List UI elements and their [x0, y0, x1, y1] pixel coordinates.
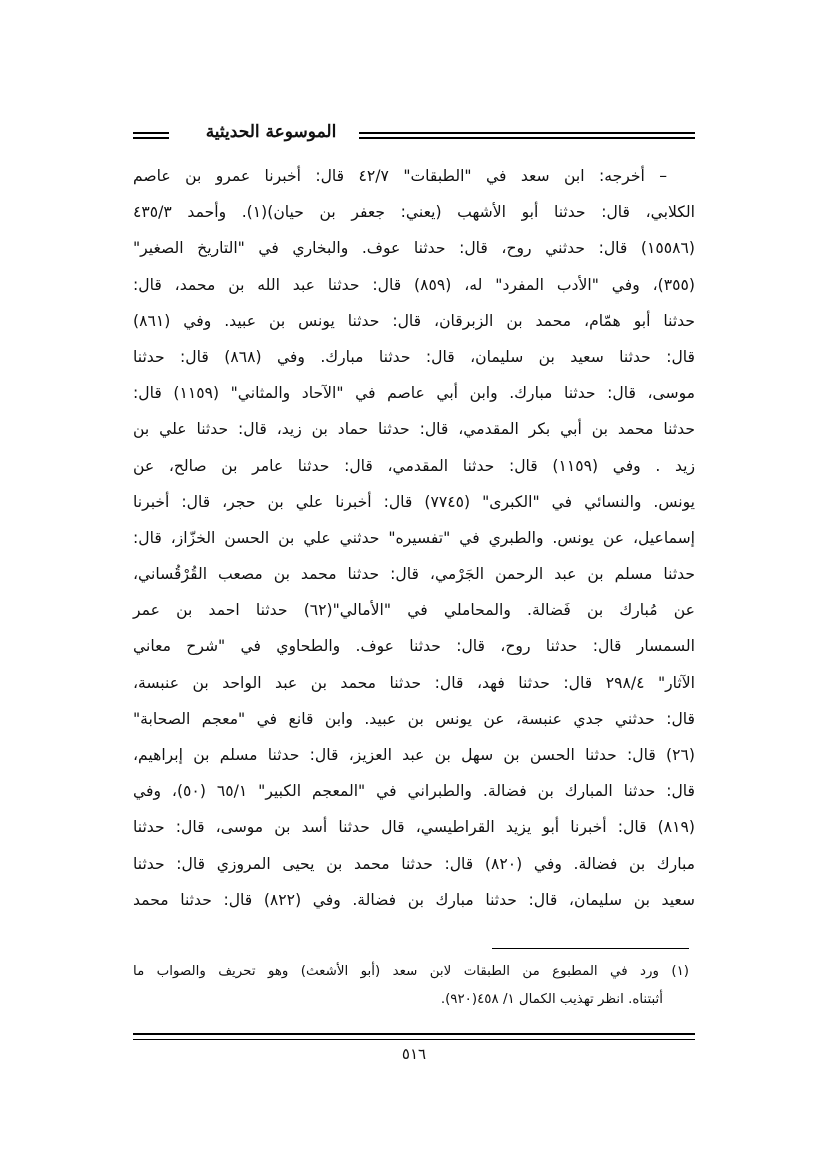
- header-rule-right: [359, 132, 695, 139]
- footnote-line: (١) ورد في المطبوع من الطبقات لابن سعد (أبو الأشعث) وهو تحريف والصواب ما: [133, 964, 689, 979]
- body-line: الآثار" ٢٩٨/٤ قال: حدثنا فهد، قال: حدثنا محمد بن عبد الواحد بن عنبسة،: [133, 673, 695, 692]
- body-line: عن مُبارك بن فَضالة. والمحاملي في "الأمالي"(٦٢) حدثنا احمد بن عمر: [133, 601, 695, 620]
- body-line: حدثنا محمد بن أبي بكر المقدمي، قال: حدثنا حماد بن زيد، قال: حدثنا علي بن: [133, 420, 695, 439]
- body-line: حدثنا مسلم بن عبد الرحمن الجَرْمي، قال: حدثنا محمد بن مصعب القُرْقُساني،: [133, 565, 695, 584]
- body-line: موسى، قال: حدثنا مبارك. وابن أبي عاصم في "الآحاد والمثاني" (١١٥٩) قال:: [133, 384, 695, 403]
- body-line: (٢٦) قال: حدثنا الحسن بن سهل بن عبد العزيز، قال: حدثنا مسلم بن إبراهيم،: [133, 746, 695, 764]
- body-line: يونس. والنسائي في "الكبرى" (٧٧٤٥) قال: أخبرنا علي بن حجر، قال: أخبرنا: [133, 492, 696, 511]
- body-line: زيد . وفي (١١٥٩) قال: حدثنا المقدمي، قال: حدثنا عامر بن صالح، عن: [133, 456, 696, 475]
- footnote: [133, 958, 689, 1014]
- body-line: حدثنا أبو همّام، محمد بن الزبرقان، قال: حدثنا يونس بن عبيد. وفي (٨٦١): [133, 311, 695, 330]
- body-line: (٣٥٥)، وفي "الأدب المفرد" له، (٨٥٩) قال: حدثنا عبد الله بن محمد، قال:: [133, 275, 695, 294]
- body-line: قال: حدثني جدي عنبسة، عن يونس بن عبيد. وابن قانع في "معجم الصحابة": [133, 709, 695, 728]
- body-line: قال: حدثنا سعيد بن سليمان، قال: حدثنا مبارك. وفي (٨٦٨) قال: حدثنا: [133, 347, 695, 366]
- running-header: [133, 122, 695, 148]
- body-line: سعيد بن سليمان، قال: حدثنا مبارك بن فضالة. وفي (٨٢٢) قال: حدثنا محمد: [133, 890, 696, 909]
- page-number: ٥١٦: [401, 1045, 427, 1063]
- body-line: إسماعيل، عن يونس. والطبري في "تفسيره" حدثني علي بن الحسن الخزّاز، قال:: [133, 528, 695, 547]
- body-text: [133, 158, 695, 918]
- footnote-line: أثبتناه. انظر تهذيب الكمال ١/ ٤٥٨(٩٢٠).: [440, 992, 663, 1007]
- body-line: (٨١٩) قال: أخبرنا أبو يزيد القراطيسي، قال حدثنا أسد بن موسى، قال: حدثنا: [133, 818, 695, 837]
- body-line: – أخرجه: ابن سعد في "الطبقات" ٤٢/٧ قال: أخبرنا عمرو بن عاصم: [133, 167, 667, 185]
- header-title: الموسوعة الحديثية: [205, 122, 337, 142]
- body-line: قال: حدثنا المبارك بن فضالة. والطبراني في "المعجم الكبير" ٦٥/١ (٥٠)، وفي: [133, 782, 695, 801]
- body-line: السمسار قال: حدثنا روح، قال: حدثنا عوف. والطحاوي في "شرح معاني: [133, 637, 695, 656]
- footnote-separator: [492, 948, 689, 949]
- body-line: (١٥٥٨٦) قال: حدثني روح، قال: حدثنا عوف. والبخاري في "التاريخ الصغير": [133, 239, 695, 258]
- header-rule-left: [133, 132, 169, 139]
- body-line: مبارك بن فضالة. وفي (٨٢٠) قال: حدثنا محمد بن يحيى المروزي قال: حدثنا: [133, 854, 695, 873]
- body-line: الكلابي، قال: حدثنا أبو الأشهب (يعني: جعفر بن حيان)(١). وأحمد ٤٣٥/٣: [133, 203, 695, 222]
- bottom-rule: [133, 1033, 695, 1040]
